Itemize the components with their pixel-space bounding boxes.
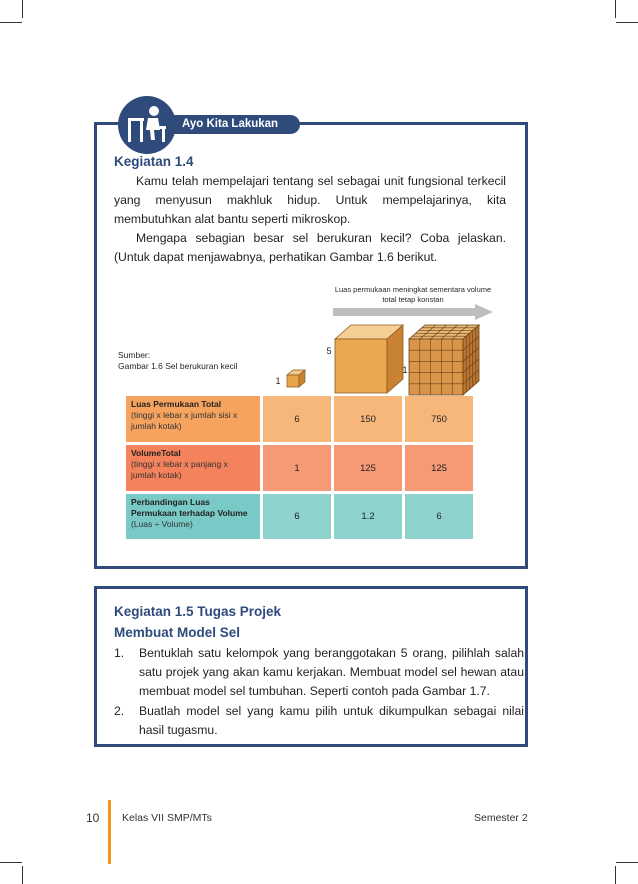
table-cell: 125 bbox=[405, 445, 473, 491]
paragraph: Kamu telah mempelajari tentang sel sebagai unit fungsional terkecil yang menyusun makhluk hidup. Untuk mempelajarinya, kita membutuhkan alat bantu seperti mikroskop. bbox=[114, 174, 506, 226]
activity-subtitle: Membuat Model Sel bbox=[114, 625, 241, 640]
grid-cube-label: 1 bbox=[402, 365, 408, 375]
table-row-label: Perbandingan Luas Permukaan terhadap Volume (Luas ÷ Volume) bbox=[126, 494, 260, 539]
table-row-label: VolumeTotal (tinggi x lebar x panjang x jumlah kotak) bbox=[126, 445, 260, 491]
grid-cube-image bbox=[407, 323, 481, 397]
table-cell: 6 bbox=[263, 396, 331, 442]
figure-source-label: Sumber: bbox=[118, 350, 151, 360]
crop-mark bbox=[616, 862, 638, 863]
big-cube-side-label: 5 bbox=[326, 346, 332, 356]
arrow-icon bbox=[333, 304, 493, 320]
list-item: 1. Bentuklah satu kelompok yang beranggotakan 5 orang, pilihlah salah satu projek yang akan kamu kerjakan. Membuat model sel hewan atau membuat model sel tumbuhan. Seperti contoh pada Gambar 1.7. bbox=[114, 646, 524, 698]
table-cell: 6 bbox=[405, 494, 473, 539]
paragraph: Mengapa sebagian besar sel berukuran kecil? Coba jelaskan. (Untuk dapat menjawabnya, perhatikan Gambar 1.6 berikut. bbox=[114, 231, 506, 264]
activity-title: Kegiatan 1.5 Tugas Projek bbox=[114, 604, 282, 619]
big-cube-image bbox=[333, 323, 405, 395]
activity-banner: Ayo Kita Lakukan bbox=[160, 115, 300, 134]
semester-label: Semester 2 bbox=[474, 812, 528, 824]
book-title: Kelas VII SMP/MTs bbox=[122, 812, 212, 824]
student-desk-icon bbox=[118, 96, 176, 154]
crop-mark bbox=[0, 862, 22, 863]
table-cell: 125 bbox=[334, 445, 402, 491]
footer-bar bbox=[108, 800, 111, 864]
activity-title: Kegiatan 1.4 bbox=[114, 154, 194, 169]
table-cell: 750 bbox=[405, 396, 473, 442]
small-cube-label: 1 bbox=[275, 376, 281, 386]
page-number: 10 bbox=[86, 811, 100, 825]
table-cell: 1.2 bbox=[334, 494, 402, 539]
table-cell: 1 bbox=[263, 445, 331, 491]
crop-mark bbox=[22, 0, 23, 18]
arrow-caption: Luas permukaan meningkat sementara volume total tetap konstan bbox=[334, 285, 492, 304]
crop-mark bbox=[0, 22, 22, 23]
small-cube-image bbox=[286, 369, 306, 389]
crop-mark bbox=[615, 866, 616, 884]
crop-mark bbox=[615, 0, 616, 18]
table-cell: 150 bbox=[334, 396, 402, 442]
crop-mark bbox=[22, 866, 23, 884]
list-item: 2. Buatlah model sel yang kamu pilih untuk dikumpulkan sebagai nilai hasil tugasmu. bbox=[114, 704, 524, 737]
table-row-label: Luas Permukaan Total (tinggi x lebar x jumlah sisi x jumlah kotak) bbox=[126, 396, 260, 442]
table-cell: 6 bbox=[263, 494, 331, 539]
crop-mark bbox=[616, 22, 638, 23]
figure-caption: Gambar 1.6 Sel berukuran kecil bbox=[118, 361, 238, 371]
